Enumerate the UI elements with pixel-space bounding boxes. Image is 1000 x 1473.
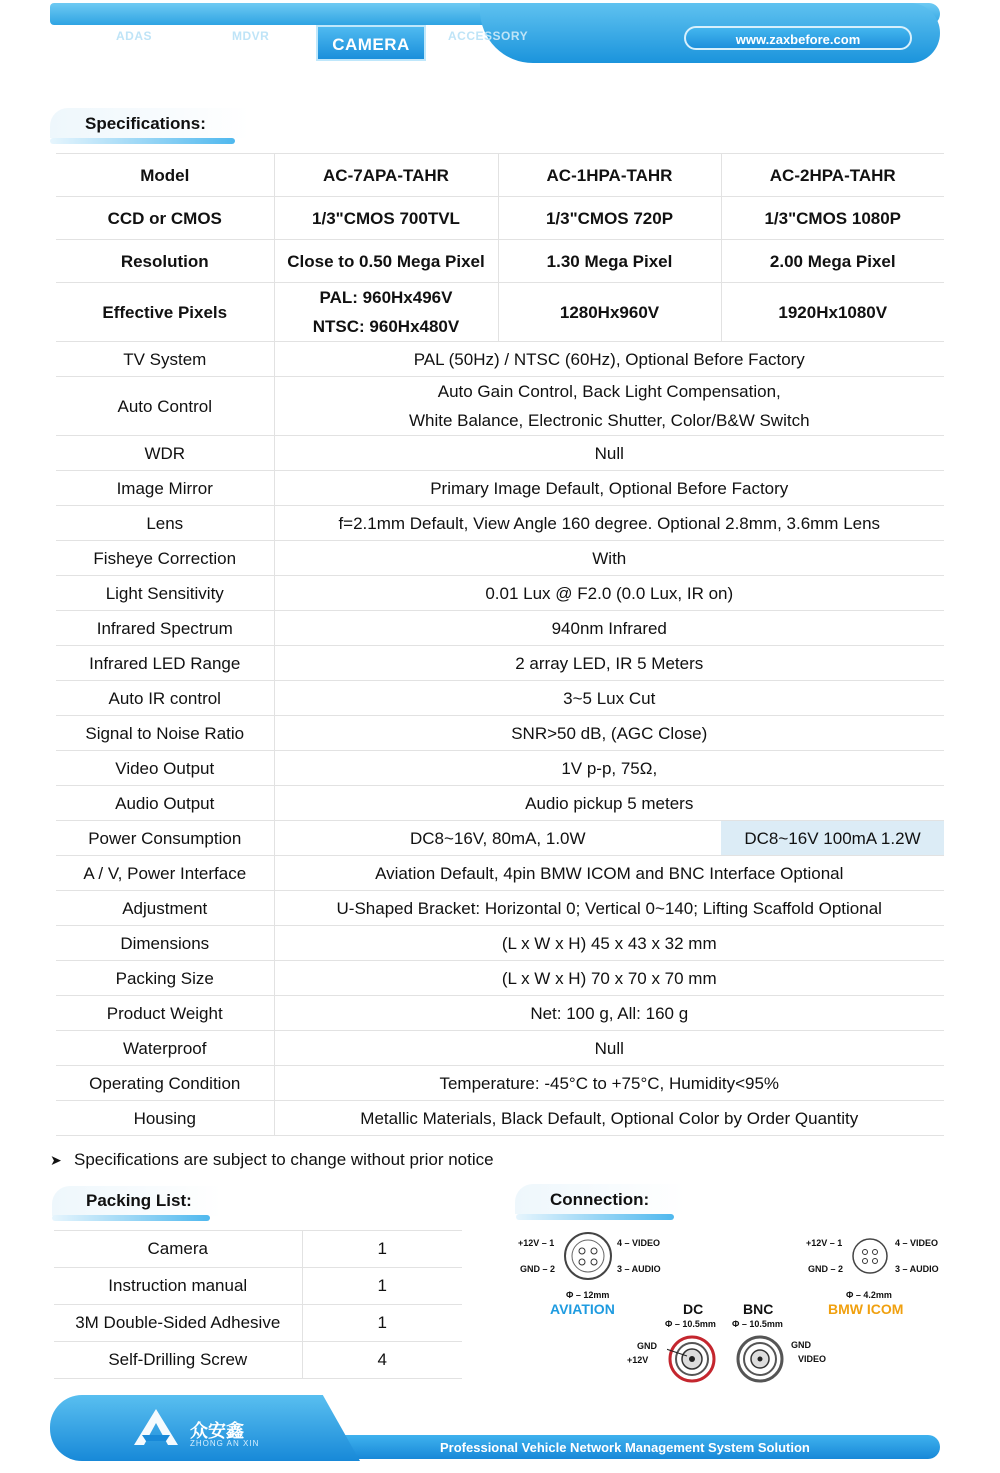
spec-value-text: PAL (50Hz) / NTSC (60Hz), Optional Before Factory [413, 349, 805, 369]
spec-value-text: DC8~16V 100mA 1.2W [744, 828, 921, 848]
spec-value-text: (L x W x H) 45 x 43 x 32 mm [501, 933, 717, 953]
packing-item: Self-Drilling Screw [54, 1342, 302, 1379]
bmw-diameter: Φ – 4.2mm [846, 1290, 892, 1300]
spec-value [274, 1066, 944, 1101]
spec-row [56, 751, 944, 786]
spec-row [56, 891, 944, 926]
spec-row [56, 856, 944, 891]
spec-row [56, 681, 944, 716]
spec-row [56, 611, 944, 646]
spec-value [274, 926, 944, 961]
dc-pin-gnd: GND [637, 1341, 657, 1351]
spec-value-text: 1/3"CMOS 720P [545, 208, 674, 228]
spec-label: Dimensions [56, 926, 274, 961]
brand-logo-icon [130, 1405, 182, 1449]
spec-value-text: Auto Gain Control, Back Light Compensation, [437, 382, 781, 401]
spec-value-text: Null [594, 1038, 624, 1058]
bmw-label: BMW ICOM [828, 1301, 904, 1317]
packing-table [54, 1230, 462, 1379]
spec-value-text: 1/3"CMOS 1080P [764, 208, 902, 228]
spec-value [274, 716, 944, 751]
spec-value-text: Temperature: -45°C to +75°C, Humidity<95% [439, 1073, 780, 1093]
spec-value-text: AC-2HPA-TAHR [769, 165, 896, 185]
footer-slogan: Professional Vehicle Network Management System Solution [440, 1440, 810, 1455]
spec-row [56, 576, 944, 611]
spec-row [56, 716, 944, 751]
spec-value [498, 197, 721, 240]
spec-value [274, 240, 498, 283]
spec-label: Light Sensitivity [56, 576, 274, 611]
spec-value-text: Close to 0.50 Mega Pixel [287, 251, 485, 271]
spec-row [56, 342, 944, 377]
spec-value-text: 0.01 Lux @ F2.0 (0.0 Lux, IR on) [485, 583, 734, 603]
spec-label: Housing [56, 1101, 274, 1136]
spec-value [274, 342, 944, 377]
spec-label: WDR [56, 436, 274, 471]
spec-label: Adjustment [56, 891, 274, 926]
spec-value [274, 961, 944, 996]
spec-label: Waterproof [56, 1031, 274, 1066]
spec-label: Lens [56, 506, 274, 541]
spec-value-text: 3~5 Lux Cut [563, 688, 656, 708]
spec-row [56, 240, 944, 283]
spec-label: Power Consumption [56, 821, 274, 856]
spec-value-text: f=2.1mm Default, View Angle 160 degree. Optional 2.8mm, 3.6mm Lens [338, 513, 881, 533]
spec-value [274, 856, 944, 891]
spec-value [274, 436, 944, 471]
spec-value-text: 1280Hx960V [559, 302, 660, 322]
spec-value-text: DC8~16V, 80mA, 1.0W [409, 828, 586, 848]
bnc-diameter: Φ – 10.5mm [732, 1319, 783, 1329]
spec-value-text: NTSC: 960Hx480V [312, 317, 460, 336]
spec-label: Audio Output [56, 786, 274, 821]
spec-value [274, 541, 944, 576]
bmw-connector-icon [850, 1236, 890, 1276]
spec-value [274, 646, 944, 681]
dc-connector-icon [667, 1334, 717, 1384]
spec-value [274, 1031, 944, 1066]
tab-camera[interactable]: CAMERA [316, 25, 426, 61]
spec-value [274, 611, 944, 646]
packing-qty: 1 [302, 1268, 462, 1305]
spec-value-text: 1V p-p, 75Ω, [561, 758, 658, 778]
spec-value-text: Net: 100 g, All: 160 g [530, 1003, 689, 1023]
spec-row [56, 377, 944, 436]
spec-row [56, 154, 944, 197]
spec-label: Operating Condition [56, 1066, 274, 1101]
spec-value [274, 891, 944, 926]
page-header [50, 3, 940, 63]
spec-value [721, 197, 944, 240]
spec-row [56, 646, 944, 681]
packing-row [54, 1305, 462, 1342]
spec-row [56, 436, 944, 471]
spec-label: Infrared LED Range [56, 646, 274, 681]
spec-row [56, 197, 944, 240]
spec-value-text: White Balance, Electronic Shutter, Color/B&W Switch [408, 411, 810, 430]
spec-value-text: Null [594, 443, 624, 463]
bnc-connector-icon [735, 1334, 785, 1384]
aviation-pin-2: GND – 2 [520, 1264, 556, 1274]
spec-value [274, 471, 944, 506]
bmw-pin-1: +12V – 1 [806, 1238, 843, 1248]
spec-value-highlight [721, 821, 944, 856]
spec-label: Effective Pixels [56, 283, 274, 342]
spec-value-text: 1920Hx1080V [778, 302, 888, 322]
spec-value-text: Audio pickup 5 meters [525, 793, 694, 813]
packing-item: 3M Double-Sided Adhesive [54, 1305, 302, 1342]
spec-label: Infrared Spectrum [56, 611, 274, 646]
spec-label: Fisheye Correction [56, 541, 274, 576]
spec-value [274, 1101, 944, 1136]
packing-qty: 1 [302, 1231, 462, 1268]
brand-name: 众安鑫 [190, 1421, 244, 1441]
tab-mdvr[interactable]: MDVR [232, 29, 270, 43]
spec-value [498, 154, 721, 197]
spec-note [50, 1150, 494, 1170]
packing-qty: 1 [302, 1305, 462, 1342]
bmw-pin-2: GND – 2 [808, 1264, 844, 1274]
tab-adas[interactable]: ADAS [116, 29, 153, 43]
spec-row [56, 1066, 944, 1101]
packing-row [54, 1268, 462, 1305]
spec-label: Image Mirror [56, 471, 274, 506]
spec-value [274, 681, 944, 716]
dc-label: DC [683, 1301, 704, 1317]
spec-value-text: U-Shaped Bracket: Horizontal 0; Vertical 0~140; Lifting Scaffold Optional [336, 898, 882, 918]
spec-value-text: 940nm Infrared [551, 618, 667, 638]
spec-row [56, 283, 944, 342]
spec-label: Product Weight [56, 996, 274, 1031]
spec-row [56, 996, 944, 1031]
packing-qty: 4 [302, 1342, 462, 1379]
spec-value-text: PAL: 960Hx496V [319, 288, 453, 307]
packing-item: Camera [54, 1231, 302, 1268]
bnc-pin-video: VIDEO [798, 1354, 827, 1364]
spec-label: A / V, Power Interface [56, 856, 274, 891]
spec-value-text: 1.30 Mega Pixel [546, 251, 673, 271]
spec-value [498, 283, 721, 342]
spec-row [56, 1101, 944, 1136]
packing-title: Packing List: [86, 1191, 192, 1210]
spec-label: Resolution [56, 240, 274, 283]
spec-value-text: Primary Image Default, Optional Before Factory [430, 478, 789, 498]
spec-value [498, 240, 721, 283]
spec-label: Signal to Noise Ratio [56, 716, 274, 751]
spec-value-text: (L x W x H) 70 x 70 x 70 mm [501, 968, 717, 988]
tab-accessory[interactable]: ACCESSORY [448, 29, 529, 43]
spec-label: Auto IR control [56, 681, 274, 716]
spec-value [274, 377, 944, 436]
spec-table [56, 153, 944, 1136]
aviation-pin-4: 4 – VIDEO [617, 1238, 661, 1248]
spec-row [56, 506, 944, 541]
spec-label: Video Output [56, 751, 274, 786]
spec-label: Auto Control [56, 377, 274, 436]
spec-value [721, 240, 944, 283]
spec-value-text: 2 array LED, IR 5 Meters [515, 653, 704, 673]
aviation-label: AVIATION [550, 1301, 615, 1317]
spec-value-text: 2.00 Mega Pixel [769, 251, 896, 271]
spec-value [274, 576, 944, 611]
aviation-diameter: Φ – 12mm [566, 1290, 610, 1300]
connection-diagram [510, 1228, 950, 1388]
spec-value [274, 283, 498, 342]
connection-title-underline [516, 1214, 674, 1220]
packing-title-underline [52, 1215, 210, 1221]
spec-row [56, 471, 944, 506]
packing-row [54, 1231, 462, 1268]
aviation-connector-icon [562, 1230, 614, 1282]
spec-label: TV System [56, 342, 274, 377]
connection-title: Connection: [550, 1190, 650, 1209]
spec-row [56, 1031, 944, 1066]
bmw-pin-3: 3 – AUDIO [895, 1264, 939, 1274]
spec-note-text: Specifications are subject to change without prior notice [74, 1150, 494, 1169]
arrow-icon: ➤ [50, 1152, 62, 1168]
specs-title: Specifications: [85, 114, 206, 133]
spec-value-text: 1/3"CMOS 700TVL [312, 208, 460, 228]
bnc-pin-gnd: GND [791, 1340, 811, 1350]
spec-value [274, 821, 721, 856]
aviation-pin-3: 3 – AUDIO [617, 1264, 661, 1274]
spec-value [721, 154, 944, 197]
bmw-pin-4: 4 – VIDEO [895, 1238, 939, 1248]
spec-label: Packing Size [56, 961, 274, 996]
spec-value-text: AC-1HPA-TAHR [546, 165, 673, 185]
spec-row [56, 821, 944, 856]
spec-row [56, 786, 944, 821]
spec-value [274, 751, 944, 786]
spec-value [274, 154, 498, 197]
dc-diameter: Φ – 10.5mm [665, 1319, 716, 1329]
brand-pinyin: ZHONG AN XIN [190, 1439, 260, 1448]
packing-item: Instruction manual [54, 1268, 302, 1305]
dc-pin-12v: +12V [627, 1355, 649, 1365]
spec-value-text: SNR>50 dB, (AGC Close) [511, 723, 708, 743]
spec-label: Model [56, 154, 274, 197]
spec-label: CCD or CMOS [56, 197, 274, 240]
bnc-label: BNC [743, 1301, 774, 1317]
spec-value [721, 283, 944, 342]
packing-row [54, 1342, 462, 1379]
spec-row [56, 926, 944, 961]
spec-value [274, 197, 498, 240]
spec-value-text: AC-7APA-TAHR [323, 165, 449, 185]
website-url[interactable]: www.zaxbefore.com [684, 26, 912, 50]
page-footer [50, 1395, 940, 1461]
specs-title-underline [50, 138, 235, 144]
spec-value [274, 786, 944, 821]
spec-value-text: With [592, 548, 627, 568]
spec-value [274, 996, 944, 1031]
aviation-pin-1: +12V – 1 [518, 1238, 555, 1248]
spec-value-text: Metallic Materials, Black Default, Optional Color by Order Quantity [360, 1108, 859, 1128]
spec-value-text: Aviation Default, 4pin BMW ICOM and BNC Interface Optional [375, 863, 844, 883]
spec-row [56, 541, 944, 576]
spec-row [56, 961, 944, 996]
spec-value [274, 506, 944, 541]
